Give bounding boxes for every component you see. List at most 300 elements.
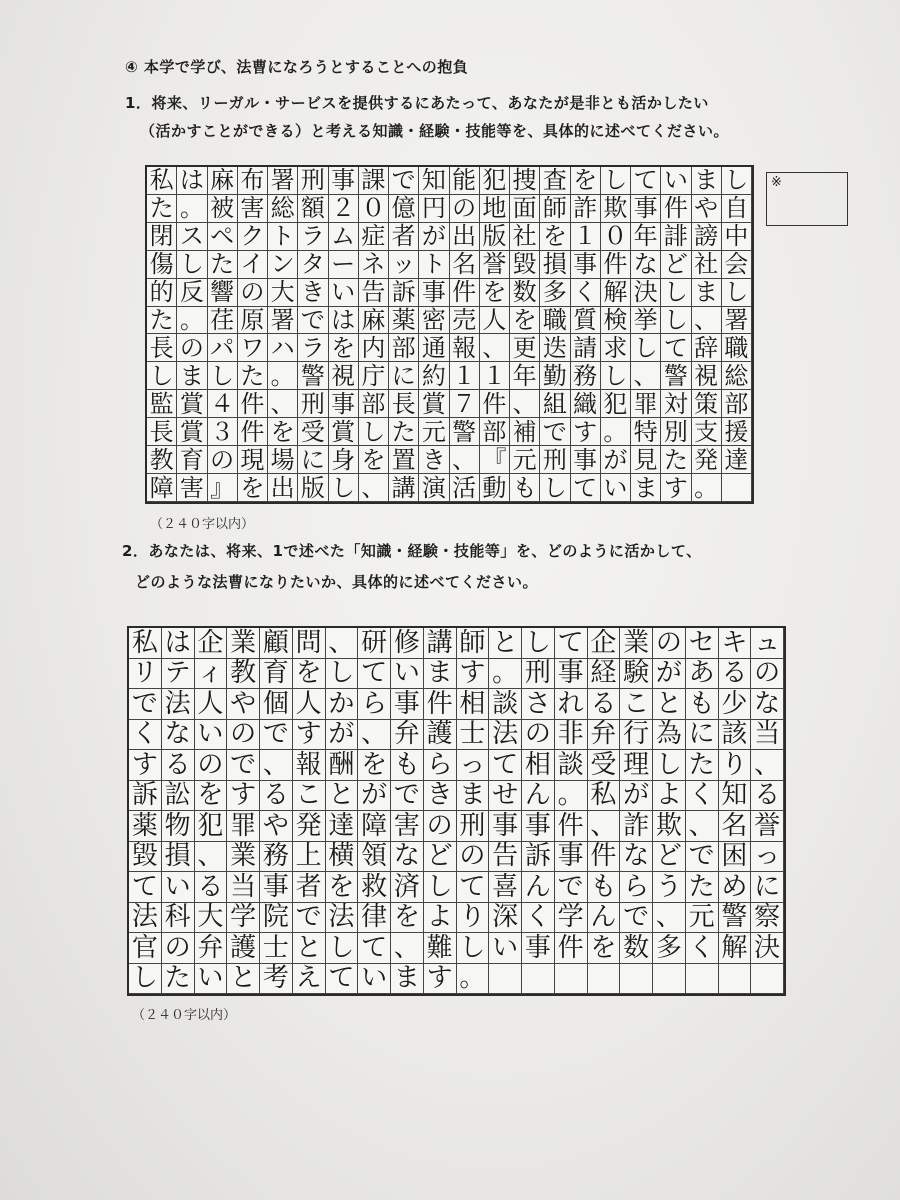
grid-cell: た (208, 251, 238, 279)
grid-cell: 、 (326, 628, 359, 659)
grid-cell: し (208, 362, 238, 390)
grid-cell: ０ (601, 223, 631, 251)
grid-cell: て (571, 474, 601, 502)
grid-cell: 訴 (129, 781, 162, 812)
grid-cell: 講 (424, 628, 457, 659)
grid-cell: 弁 (195, 933, 228, 964)
grid-cell: 。 (601, 418, 631, 446)
grid-cell: な (620, 842, 653, 873)
grid-cell: 知 (719, 781, 752, 812)
grid-cell: し (722, 279, 752, 307)
grid-cell: 院 (260, 903, 293, 934)
question-2-line-1: 2．あなたは、将来、1で述べた「知識・経験・技能等」を、どのように活かして、 (122, 542, 702, 560)
grid-cell: 、 (653, 903, 686, 934)
grid-cell: 非 (555, 720, 588, 751)
grid-cell: 署 (268, 307, 298, 335)
grid-cell: リ (129, 659, 162, 690)
grid-cell: 出 (268, 474, 298, 502)
grid-cell: の (208, 446, 238, 474)
grid-cell (620, 964, 653, 995)
grid-cell: の (424, 811, 457, 842)
grid-cell: 約 (419, 362, 449, 390)
grid-cell: 面 (510, 195, 540, 223)
grid-cell: し (147, 362, 177, 390)
grid-cell: や (260, 811, 293, 842)
grid-cell: 検 (601, 307, 631, 335)
grid-cell: 犯 (195, 811, 228, 842)
grid-cell: ３ (208, 418, 238, 446)
grid-cell: 発 (692, 446, 722, 474)
grid-cell: ４ (208, 390, 238, 418)
grid-cell: テ (162, 659, 195, 690)
grid-cell: 刑 (522, 659, 555, 690)
grid-cell: 事 (489, 811, 522, 842)
grid-cell: を (268, 418, 298, 446)
grid-cell: １ (480, 362, 510, 390)
grid-cell: ト (419, 251, 449, 279)
grid-cell: く (686, 781, 719, 812)
grid-cell: ０ (359, 195, 389, 223)
grid-cell: で (391, 781, 424, 812)
grid-cell: 長 (389, 390, 419, 418)
grid-cell: き (419, 446, 449, 474)
grid-cell: 教 (227, 659, 260, 690)
grid-cell: が (419, 223, 449, 251)
grid-cell: 知 (419, 167, 449, 195)
grid-cell: 詐 (620, 811, 653, 842)
grid-cell (555, 964, 588, 995)
grid-cell: い (195, 964, 228, 995)
grid-cell: し (424, 872, 457, 903)
grid-cell: ま (424, 659, 457, 690)
grid-cell: も (510, 474, 540, 502)
grid-cell: が (358, 781, 391, 812)
grid-cell: 件 (450, 279, 480, 307)
grid-cell: よ (653, 781, 686, 812)
grid-cell: 織 (571, 390, 601, 418)
grid-cell: が (601, 446, 631, 474)
grid-cell: 円 (419, 195, 449, 223)
grid-cell: 荏 (208, 307, 238, 335)
grid-cell: た (389, 418, 419, 446)
grid-cell: 見 (631, 446, 661, 474)
grid-cell: 業 (227, 628, 260, 659)
grid-cell: 事 (329, 390, 359, 418)
grid-cell: 。 (177, 307, 207, 335)
grid-cell: い (391, 659, 424, 690)
grid-cell: ン (268, 251, 298, 279)
grid-cell: 者 (293, 872, 326, 903)
grid-cell: ん (588, 903, 621, 934)
grid-cell: 事 (571, 251, 601, 279)
grid-cell: 験 (620, 659, 653, 690)
grid-cell: い (195, 720, 228, 751)
section-heading: ④ 本学で学び、法曹になろうとすることへの抱負 (125, 58, 469, 76)
grid-cell: 賞 (177, 418, 207, 446)
grid-cell: 護 (424, 720, 457, 751)
grid-cell: 師 (457, 628, 490, 659)
grid-cell: て (129, 872, 162, 903)
grid-cell: 薬 (129, 811, 162, 842)
grid-cell: で (260, 720, 293, 751)
grid-cell: １ (450, 362, 480, 390)
grid-cell: っ (457, 750, 490, 781)
grid-cell: 薬 (389, 307, 419, 335)
grid-cell: し (329, 474, 359, 502)
grid-cell: 達 (722, 446, 752, 474)
grid-cell: り (719, 750, 752, 781)
grid-cell: を (238, 474, 268, 502)
grid-cell: す (457, 659, 490, 690)
grid-cell: 顧 (260, 628, 293, 659)
grid-cell: で (540, 418, 570, 446)
grid-cell: 出 (450, 223, 480, 251)
grid-cell: で (298, 307, 328, 335)
grid-cell: 決 (631, 279, 661, 307)
grid-cell: は (329, 307, 359, 335)
grid-cell: 件 (480, 390, 510, 418)
grid-cell: 傷 (147, 251, 177, 279)
grid-cell (653, 964, 686, 995)
grid-cell: 部 (389, 334, 419, 362)
grid-cell: 解 (601, 279, 631, 307)
grid-cell (686, 964, 719, 995)
grid-cell: 罪 (631, 390, 661, 418)
grid-cell: 布 (238, 167, 268, 195)
grid-cell: す (661, 474, 691, 502)
grid-cell: て (457, 872, 490, 903)
grid-cell: し (601, 362, 631, 390)
grid-cell: て (326, 964, 359, 995)
grid-cell: た (661, 446, 691, 474)
grid-cell: 個 (260, 689, 293, 720)
grid-cell: 士 (457, 720, 490, 751)
grid-cell: 件 (238, 418, 268, 446)
grid-cell: 講 (389, 474, 419, 502)
grid-cell: 律 (358, 903, 391, 934)
grid-cell: し (661, 279, 691, 307)
grid-cell: 犯 (601, 390, 631, 418)
grid-cell: 害 (238, 195, 268, 223)
grid-cell: い (601, 474, 631, 502)
grid-cell: し (177, 251, 207, 279)
grid-cell: 師 (540, 195, 570, 223)
grid-cell: 上 (293, 842, 326, 873)
grid-cell: 大 (268, 279, 298, 307)
grid-cell: 相 (457, 689, 490, 720)
grid-cell: と (293, 933, 326, 964)
grid-cell: ら (358, 689, 391, 720)
grid-cell: ペ (208, 223, 238, 251)
grid-cell: し (326, 933, 359, 964)
grid-cell: 警 (661, 362, 691, 390)
grid-cell: 報 (450, 334, 480, 362)
grid-cell: 補 (510, 418, 540, 446)
grid-cell: 自 (722, 195, 752, 223)
grid-cell: で (686, 842, 719, 873)
grid-cell: し (722, 167, 752, 195)
grid-cell: す (424, 964, 457, 995)
grid-cell: を (326, 872, 359, 903)
grid-cell: 迭 (540, 334, 570, 362)
grid-cell: る (162, 750, 195, 781)
grid-cell: 警 (719, 903, 752, 934)
grid-cell: 告 (489, 842, 522, 873)
grid-cell: 、 (391, 933, 424, 964)
grid-cell: が (326, 720, 359, 751)
grid-cell: し (457, 933, 490, 964)
grid-cell: れ (555, 689, 588, 720)
grid-cell: 件 (661, 195, 691, 223)
grid-cell: 賞 (419, 390, 449, 418)
grid-cell: 。 (489, 659, 522, 690)
grid-cell: 、 (751, 750, 784, 781)
grid-cell: ト (268, 223, 298, 251)
grid-cell: し (359, 418, 389, 446)
grid-cell: 犯 (480, 167, 510, 195)
grid-cell: 件 (424, 689, 457, 720)
grid-cell: 困 (719, 842, 752, 873)
grid-cell: て (631, 167, 661, 195)
grid-cell: 事 (631, 195, 661, 223)
grid-cell: 詐 (571, 195, 601, 223)
grid-cell: か (326, 689, 359, 720)
grid-cell: 行 (620, 720, 653, 751)
grid-cell: 育 (177, 446, 207, 474)
grid-cell: と (653, 689, 686, 720)
grid-cell: 、 (686, 811, 719, 842)
grid-cell: 事 (571, 446, 601, 474)
grid-cell: イ (238, 251, 268, 279)
grid-cell: 研 (358, 628, 391, 659)
grid-cell: 策 (692, 390, 722, 418)
grid-cell: 考 (260, 964, 293, 995)
office-use-box (766, 172, 848, 226)
grid-cell: の (450, 195, 480, 223)
grid-cell: 障 (358, 811, 391, 842)
grid-cell: セ (686, 628, 719, 659)
grid-cell: 科 (162, 903, 195, 934)
grid-cell: パ (208, 334, 238, 362)
grid-cell: し (661, 307, 691, 335)
grid-cell: ス (177, 223, 207, 251)
grid-cell: 難 (424, 933, 457, 964)
grid-cell: ど (661, 251, 691, 279)
grid-cell: と (227, 964, 260, 995)
grid-cell: い (489, 933, 522, 964)
grid-cell: 件 (588, 842, 621, 873)
grid-cell: 長 (147, 418, 177, 446)
grid-cell: た (686, 750, 719, 781)
grid-cell: 、 (268, 390, 298, 418)
grid-cell: や (692, 195, 722, 223)
grid-cell: ー (329, 251, 359, 279)
grid-cell: 職 (540, 307, 570, 335)
grid-cell: 、 (260, 750, 293, 781)
grid-cell: 監 (147, 390, 177, 418)
grid-cell: キ (719, 628, 752, 659)
grid-cell: 企 (195, 628, 228, 659)
grid-cell: を (359, 446, 389, 474)
grid-cell (722, 474, 752, 502)
grid-cell (719, 964, 752, 995)
grid-cell: 部 (480, 418, 510, 446)
grid-cell: 警 (298, 362, 328, 390)
grid-cell: え (293, 964, 326, 995)
grid-cell: タ (298, 251, 328, 279)
grid-cell: て (489, 750, 522, 781)
grid-cell: 、 (692, 307, 722, 335)
grid-cell: ら (424, 750, 457, 781)
grid-cell: 訴 (522, 842, 555, 873)
grid-cell: 現 (238, 446, 268, 474)
grid-cell: を (588, 933, 621, 964)
grid-cell: 麻 (359, 307, 389, 335)
grid-cell: 害 (391, 811, 424, 842)
grid-cell: い (329, 279, 359, 307)
grid-cell: 者 (389, 223, 419, 251)
grid-cell: 的 (147, 279, 177, 307)
grid-cell: 請 (571, 334, 601, 362)
grid-cell: 原 (238, 307, 268, 335)
grid-cell: 人 (195, 689, 228, 720)
grid-cell: ク (238, 223, 268, 251)
grid-cell: の (751, 659, 784, 690)
grid-cell: が (620, 781, 653, 812)
grid-cell: こ (293, 781, 326, 812)
grid-cell: 査 (540, 167, 570, 195)
grid-cell: 、 (358, 720, 391, 751)
question-1-line-2: （活かすことができる）と考える知識・経験・技能等を、具体的に述べてください。 (140, 122, 730, 140)
grid-cell: 件 (555, 811, 588, 842)
grid-cell: 済 (391, 872, 424, 903)
answer-2-grid (127, 626, 786, 996)
grid-cell: 理 (620, 750, 653, 781)
grid-cell: 弁 (391, 720, 424, 751)
grid-cell: る (260, 781, 293, 812)
grid-cell: し (540, 474, 570, 502)
grid-cell: 庁 (359, 362, 389, 390)
grid-cell: 障 (147, 474, 177, 502)
grid-cell: 更 (510, 334, 540, 362)
grid-cell: 察 (751, 903, 784, 934)
grid-cell: に (686, 720, 719, 751)
grid-cell: を (510, 307, 540, 335)
grid-cell: を (358, 750, 391, 781)
grid-cell: と (326, 781, 359, 812)
grid-cell: を (195, 781, 228, 812)
grid-cell: る (719, 659, 752, 690)
grid-cell: を (540, 223, 570, 251)
grid-cell: 名 (719, 811, 752, 842)
grid-cell: 捜 (510, 167, 540, 195)
grid-cell: た (147, 195, 177, 223)
grid-cell: る (588, 689, 621, 720)
grid-cell: す (129, 750, 162, 781)
grid-cell: ワ (238, 334, 268, 362)
grid-cell: 法 (326, 903, 359, 934)
grid-cell: が (653, 659, 686, 690)
grid-cell: 能 (450, 167, 480, 195)
grid-cell: 版 (298, 474, 328, 502)
grid-cell: 教 (147, 446, 177, 474)
grid-cell: 総 (722, 362, 752, 390)
grid-cell: 社 (692, 251, 722, 279)
grid-cell: て (555, 628, 588, 659)
grid-cell: 欺 (653, 811, 686, 842)
grid-cell: 総 (268, 195, 298, 223)
grid-cell: し (522, 628, 555, 659)
grid-cell: 毀 (129, 842, 162, 873)
grid-cell: り (457, 903, 490, 934)
grid-cell: 人 (293, 689, 326, 720)
grid-cell: 横 (326, 842, 359, 873)
grid-cell: も (391, 750, 424, 781)
grid-cell: 多 (653, 933, 686, 964)
grid-cell: 刑 (540, 446, 570, 474)
grid-cell: 対 (661, 390, 691, 418)
grid-cell: く (129, 720, 162, 751)
grid-cell: 賞 (177, 390, 207, 418)
grid-cell: で (293, 903, 326, 934)
grid-cell: 事 (329, 167, 359, 195)
grid-cell: た (162, 964, 195, 995)
grid-cell: 額 (298, 195, 328, 223)
grid-cell: 賞 (329, 418, 359, 446)
grid-cell: な (162, 720, 195, 751)
grid-cell: 事 (555, 842, 588, 873)
grid-cell: 事 (391, 689, 424, 720)
grid-cell: 法 (489, 720, 522, 751)
grid-cell: 閉 (147, 223, 177, 251)
grid-cell: 反 (177, 279, 207, 307)
grid-cell: 。 (692, 474, 722, 502)
grid-cell (588, 964, 621, 995)
grid-cell: 人 (480, 307, 510, 335)
grid-cell: 談 (489, 689, 522, 720)
grid-cell: 売 (450, 307, 480, 335)
grid-cell: し (653, 750, 686, 781)
grid-cell: し (129, 964, 162, 995)
grid-cell: 学 (227, 903, 260, 934)
grid-cell: 為 (653, 720, 686, 751)
grid-cell (522, 964, 555, 995)
grid-cell: 学 (555, 903, 588, 934)
grid-cell (489, 964, 522, 995)
grid-cell: の (457, 842, 490, 873)
grid-cell: っ (751, 842, 784, 873)
grid-cell: な (631, 251, 661, 279)
grid-cell: 質 (571, 307, 601, 335)
grid-cell: ッ (389, 251, 419, 279)
grid-cell: 。 (555, 781, 588, 812)
grid-cell: 事 (260, 872, 293, 903)
grid-cell: 修 (391, 628, 424, 659)
grid-cell: 求 (601, 334, 631, 362)
grid-cell: ラ (298, 334, 328, 362)
grid-cell: 問 (293, 628, 326, 659)
question-1-line-1: 1．将来、リーガル・サービスを提供するにあたって、あなたが是非とも活かしたい (125, 94, 709, 112)
grid-cell: 別 (661, 418, 691, 446)
grid-cell: 誉 (751, 811, 784, 842)
grid-cell: 経 (588, 659, 621, 690)
grid-cell: き (424, 781, 457, 812)
grid-cell: 数 (510, 279, 540, 307)
grid-cell: 中 (722, 223, 752, 251)
grid-cell: 。 (177, 195, 207, 223)
grid-cell: 喜 (489, 872, 522, 903)
grid-cell: す (571, 418, 601, 446)
